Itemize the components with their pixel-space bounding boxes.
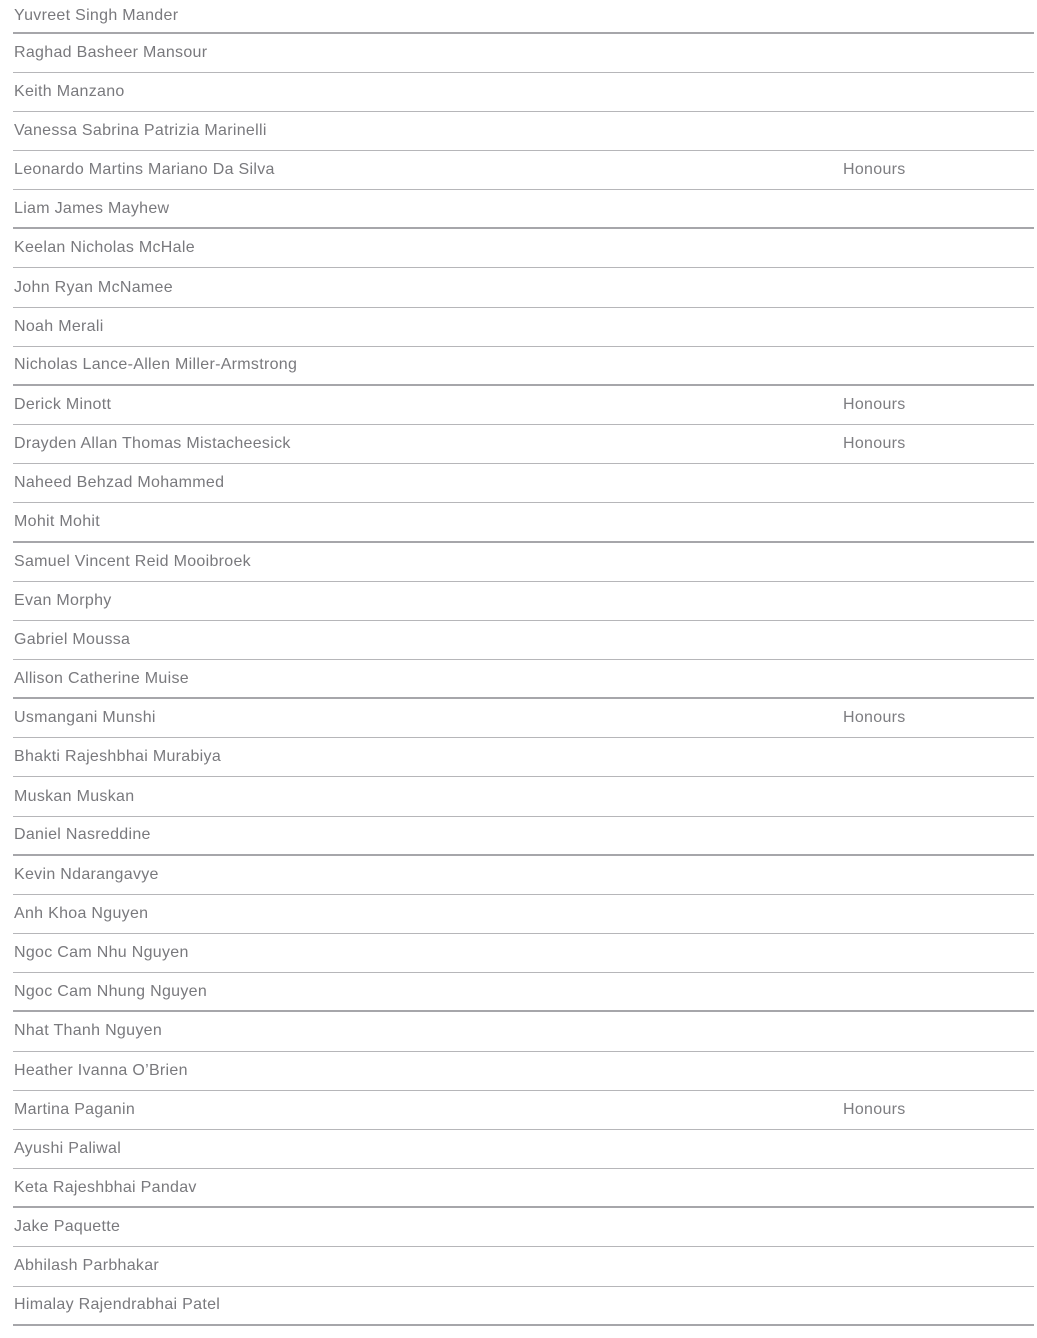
honours-label: Honours — [843, 395, 906, 413]
graduand-name: Naheed Behzad Mohammed — [14, 474, 225, 492]
graduand-name: Ayushi Paliwal — [14, 1139, 122, 1157]
table-row — [13, 934, 1034, 973]
graduand-name: Himalay Rajendrabhai Patel — [14, 1296, 221, 1314]
table-row — [13, 738, 1034, 777]
table-row — [13, 112, 1034, 151]
table-row — [13, 777, 1034, 816]
table-row — [13, 1287, 1034, 1326]
graduand-name: Keelan Nicholas McHale — [14, 239, 195, 257]
table-row — [13, 503, 1034, 542]
table-row — [13, 1052, 1034, 1091]
table-row — [13, 34, 1034, 73]
table-row — [13, 464, 1034, 503]
graduand-name: Keta Rajeshbhai Pandav — [14, 1178, 197, 1196]
table-row — [13, 543, 1034, 582]
graduand-name: Ngoc Cam Nhung Nguyen — [14, 982, 208, 1000]
graduand-name: Abhilash Parbhakar — [14, 1257, 160, 1275]
table-row — [13, 699, 1034, 738]
graduand-name: Leonardo Martins Mariano Da Silva — [14, 161, 275, 179]
table-row — [13, 621, 1034, 660]
graduand-name: Keith Manzano — [14, 82, 125, 100]
table-row — [13, 151, 1034, 190]
table-row — [13, 582, 1034, 621]
graduand-name: Heather Ivanna O’Brien — [14, 1061, 188, 1079]
table-row — [13, 856, 1034, 895]
graduand-name: Liam James Mayhew — [14, 199, 170, 217]
table-row — [13, 660, 1034, 699]
graduand-name: Evan Morphy — [14, 591, 112, 609]
table-row — [13, 73, 1034, 112]
graduand-name: Derick Minott — [14, 395, 112, 413]
table-row — [13, 229, 1034, 268]
graduand-name: Nicholas Lance-Allen Miller-Armstrong — [14, 356, 298, 374]
table-row — [13, 347, 1034, 386]
graduand-name: Ngoc Cam Nhu Nguyen — [14, 944, 189, 962]
table-row — [13, 1012, 1034, 1051]
table-row — [13, 1130, 1034, 1169]
table-row — [13, 268, 1034, 307]
table-row — [13, 0, 1034, 34]
graduand-name: Muskan Muskan — [14, 787, 135, 805]
graduand-name: Nhat Thanh Nguyen — [14, 1022, 163, 1040]
graduand-name: Daniel Nasreddine — [14, 826, 151, 844]
honours-label: Honours — [843, 709, 906, 727]
graduand-name: Kevin Ndarangavye — [14, 865, 159, 883]
graduand-name: Bhakti Rajeshbhai Murabiya — [14, 748, 222, 766]
table-row — [13, 308, 1034, 347]
table-row — [13, 895, 1034, 934]
graduand-name: Mohit Mohit — [14, 512, 100, 530]
graduand-name: Raghad Basheer Mansour — [14, 43, 208, 61]
graduand-name: Drayden Allan Thomas Mistacheesick — [14, 435, 291, 453]
graduand-name: Vanessa Sabrina Patrizia Marinelli — [14, 121, 267, 139]
table-row — [13, 973, 1034, 1012]
graduand-name: Gabriel Moussa — [14, 630, 131, 648]
table-row — [13, 425, 1034, 464]
graduand-name: Yuvreet Singh Mander — [14, 6, 179, 24]
honours-label: Honours — [843, 161, 906, 179]
table-row — [13, 817, 1034, 856]
graduand-name: Anh Khoa Nguyen — [14, 905, 149, 923]
table-row — [13, 1247, 1034, 1286]
graduand-name: Usmangani Munshi — [14, 709, 156, 727]
table-row — [13, 386, 1034, 425]
graduand-name: Martina Paganin — [14, 1100, 136, 1118]
table-row — [13, 190, 1034, 229]
graduand-name: Noah Merali — [14, 317, 104, 335]
table-row — [13, 1169, 1034, 1208]
graduand-list — [13, 0, 1034, 1326]
graduand-name: Samuel Vincent Reid Mooibroek — [14, 552, 251, 570]
table-row — [13, 1091, 1034, 1130]
graduand-name: John Ryan McNamee — [14, 278, 173, 296]
honours-label: Honours — [843, 435, 906, 453]
graduand-name: Jake Paquette — [14, 1218, 121, 1236]
honours-label: Honours — [843, 1100, 906, 1118]
graduand-name: Allison Catherine Muise — [14, 669, 189, 687]
table-row — [13, 1208, 1034, 1247]
